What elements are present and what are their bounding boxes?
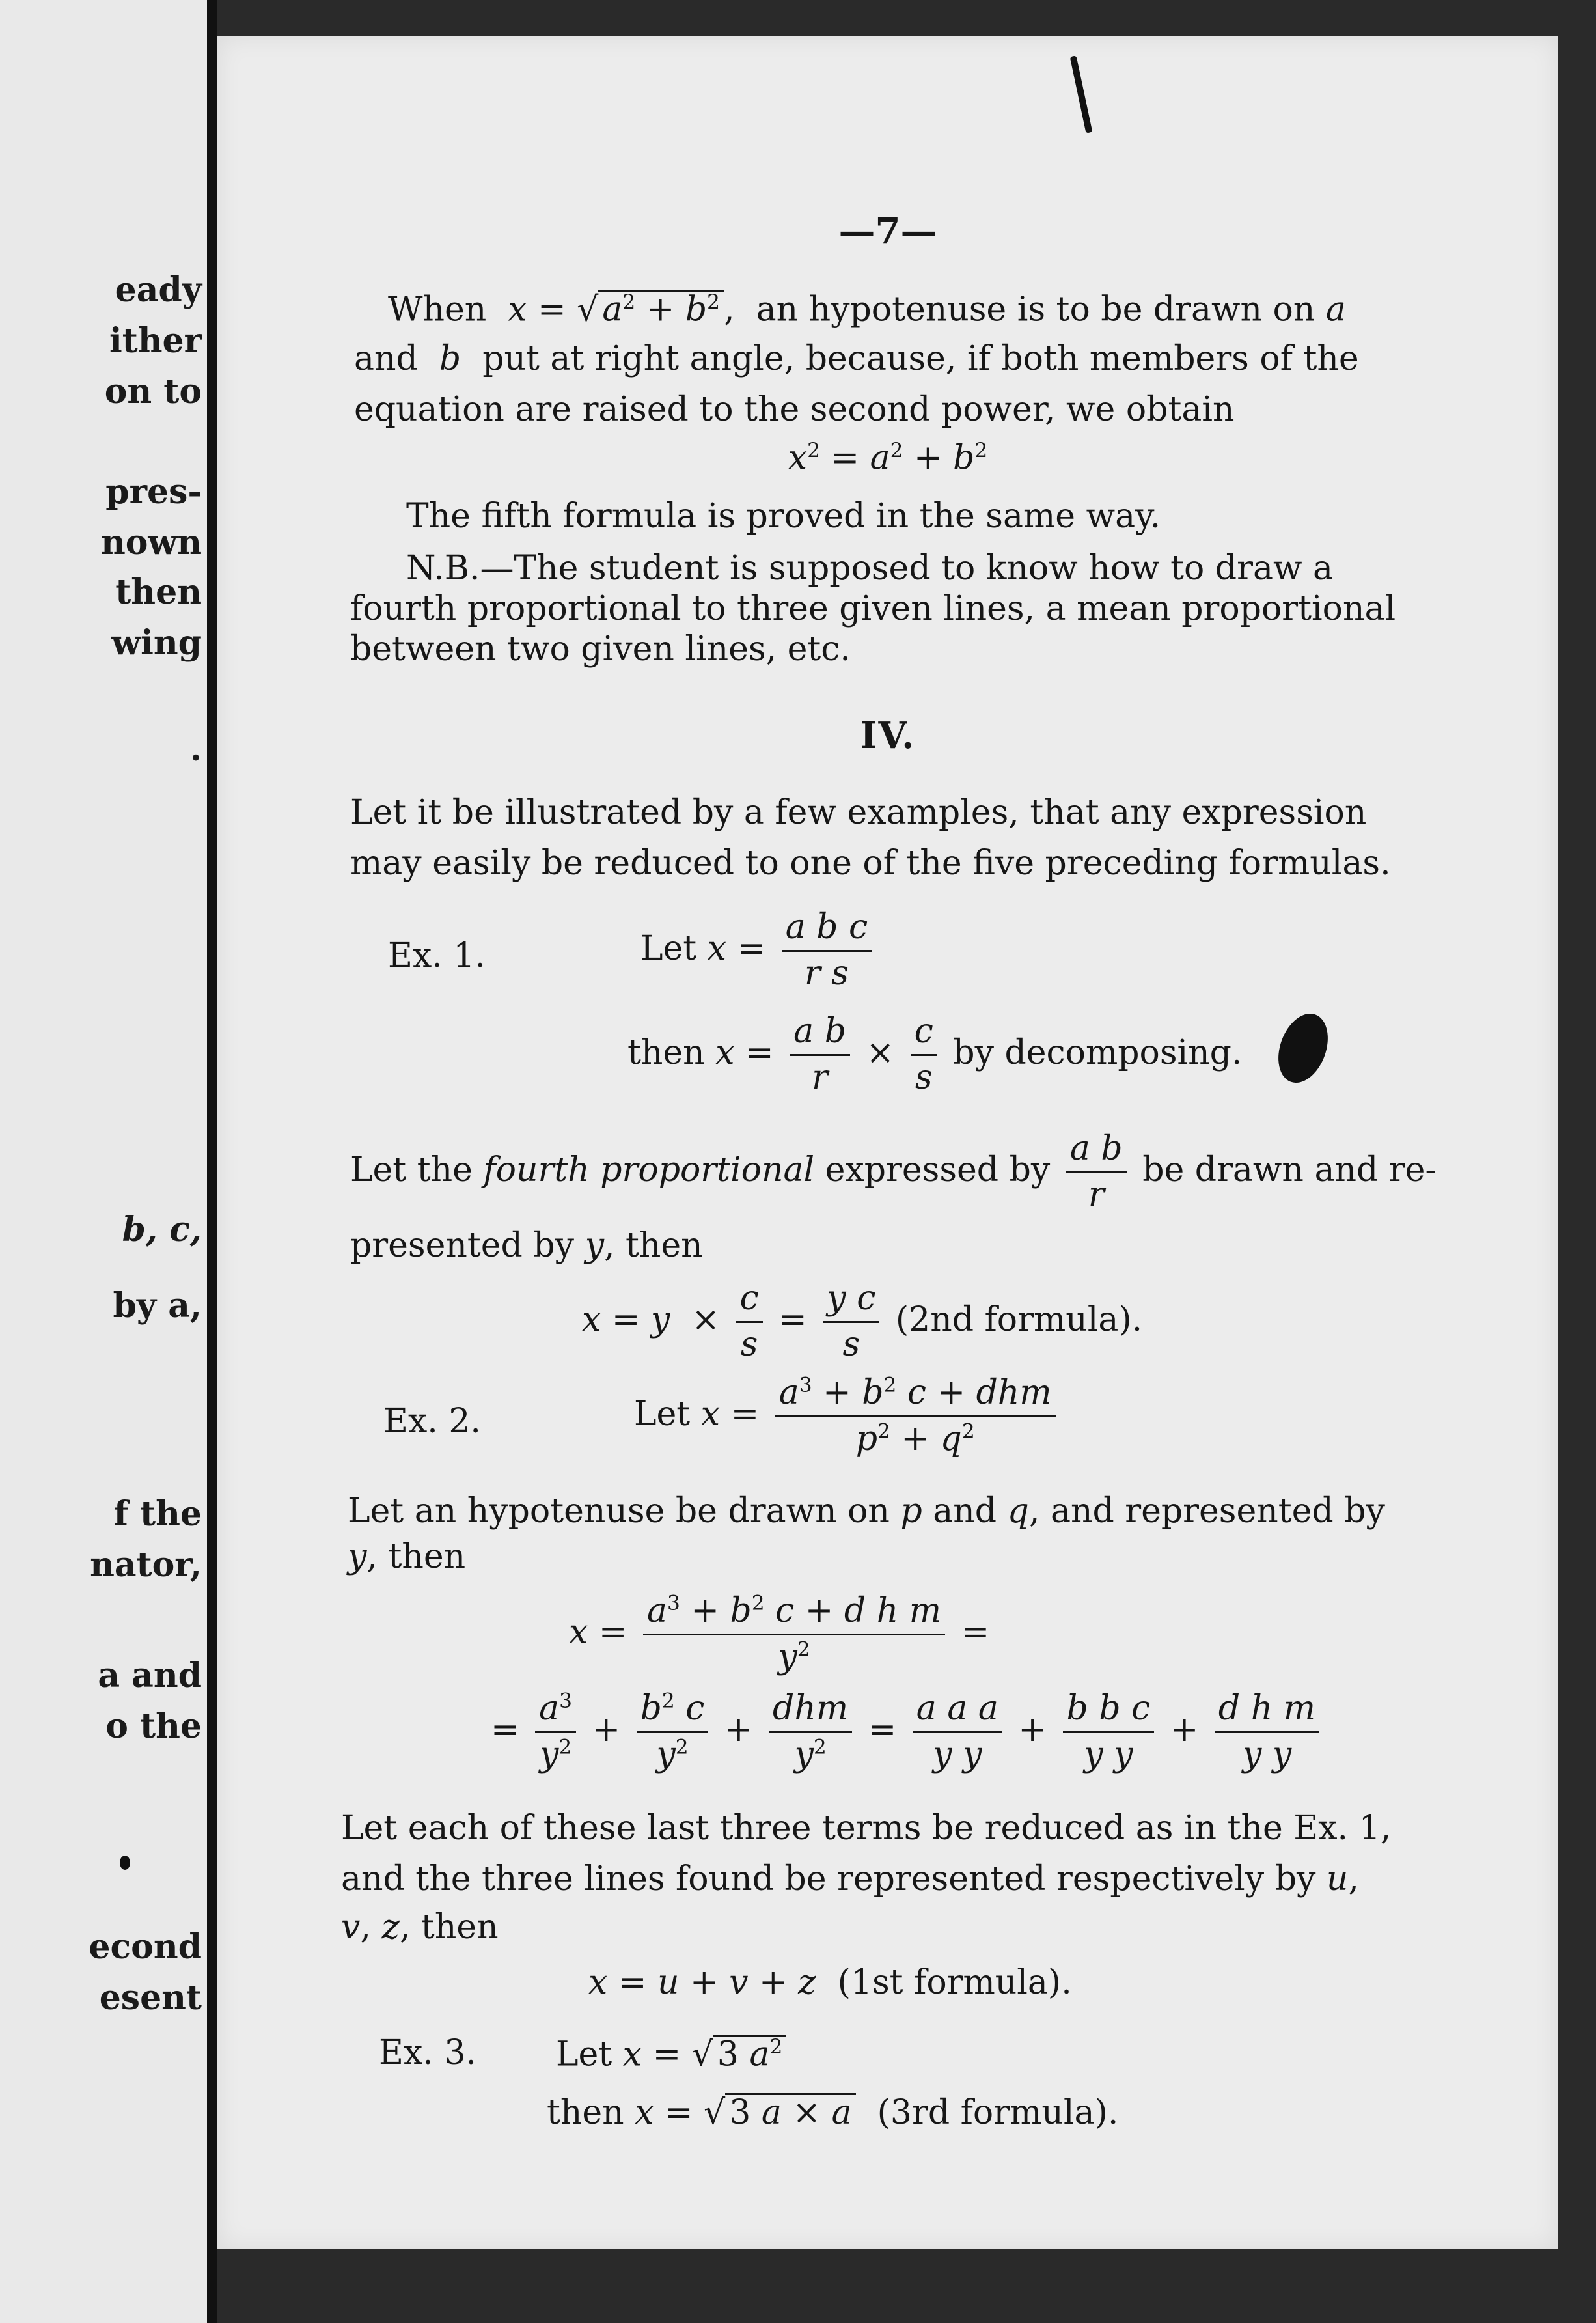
paragraph-line: v, z, then bbox=[341, 1908, 499, 1947]
text-run: fourth proportional bbox=[483, 1150, 815, 1189]
text-run: be drawn and re- bbox=[1142, 1150, 1437, 1189]
scan-speck-mark bbox=[120, 1856, 130, 1870]
text-run: Let bbox=[634, 1394, 691, 1434]
equation: $x^2 = a^2 + b^2$ bbox=[788, 438, 988, 478]
paragraph-line: and b put at right angle, because, if both members of the bbox=[354, 339, 1359, 378]
left-fragment-line: b, c, bbox=[122, 1210, 202, 1249]
page-number: —7— bbox=[838, 210, 937, 253]
text-run: , then bbox=[603, 1226, 703, 1265]
paragraph-line: Let the fourth proportional expressed by $\frac{\text{a b}}{r}$ be drawn and re- bbox=[350, 1129, 1437, 1214]
left-fragment-line: by a, bbox=[113, 1286, 202, 1326]
equation: Let x = $\frac{a^3 + b^2 c + dhm}{p^2 + q^2}$ bbox=[634, 1374, 1061, 1459]
left-fragment-line: wing bbox=[111, 623, 202, 663]
equation: x = $\frac{a^3 + b^2 c + d h m}{y^2}$ = bbox=[569, 1591, 990, 1676]
paragraph-line: y, then bbox=[348, 1537, 466, 1576]
text-run: Let the bbox=[350, 1150, 473, 1189]
paragraph-line: The fifth formula is proved in the same way. bbox=[406, 497, 1161, 536]
book-page bbox=[217, 36, 1558, 2249]
equation: then x = $\frac{\text{a b}}{r}$ × $\frac{c}{s}$ by decomposing. bbox=[627, 1012, 1243, 1097]
text-run: (3rd formula). bbox=[877, 2093, 1119, 2132]
left-fragment-line: econd bbox=[89, 1927, 202, 1967]
paragraph-line: and the three lines found be represented respectively by u, bbox=[341, 1859, 1359, 1899]
left-fragment-line: a and bbox=[98, 1656, 202, 1695]
text-run: and bbox=[933, 1492, 997, 1531]
left-fragment-line: o the bbox=[105, 1706, 202, 1746]
example-label: Ex. 3. bbox=[379, 2033, 476, 2072]
paragraph-line: equation are raised to the second power, we obtain bbox=[354, 390, 1235, 429]
left-fragment-line: nator, bbox=[90, 1545, 202, 1585]
text-run: Let bbox=[640, 928, 697, 968]
left-fragment-line: eady bbox=[115, 270, 202, 310]
left-fragment-line: pres- bbox=[105, 472, 202, 512]
equation: x = y × $\frac{c}{s}$ = $\frac{\text{y c}}{s}$ (2nd formula). bbox=[582, 1279, 1143, 1364]
text-run: , then bbox=[366, 1537, 466, 1576]
equation: = $\frac{a^3}{y^2}$ + $\frac{b^2 c}{y^2}$ + $\frac{\text{dhm}}{y^2}$ = $\frac{\text{a a a}}{\text{y y}}$ + $\frac{\text{b b c}}{\text{y y}}$ + $\frac{\text{d h m}}{\text{y y}}$ bbox=[491, 1690, 1325, 1775]
text-run: and the three lines found be represented respectively by bbox=[341, 1859, 1316, 1899]
text-run: When bbox=[388, 290, 487, 329]
text-run: , then bbox=[399, 1908, 499, 1947]
paragraph-line: between two given lines, etc. bbox=[350, 630, 851, 669]
left-fragment-line: on to bbox=[104, 372, 202, 411]
equation: x = u + v + z (1st formula). bbox=[588, 1963, 1072, 2002]
text-run: by decomposing. bbox=[953, 1033, 1243, 1072]
text-run: expressed by bbox=[825, 1150, 1051, 1189]
equation: Let x = $\frac{\text{a b c}}{\text{r s}}$ bbox=[640, 908, 877, 994]
text-run: an hypotenuse is to be drawn on bbox=[756, 290, 1315, 329]
text-run: Let bbox=[556, 2035, 612, 2074]
text-run: (1st formula). bbox=[837, 1963, 1072, 2002]
left-fragment-line: then bbox=[115, 572, 202, 612]
left-fragment-line: ither bbox=[109, 321, 202, 361]
pen-stroke-mark bbox=[1070, 55, 1093, 133]
paragraph-line: Let each of these last three terms be reduced as in the Ex. 1, bbox=[341, 1809, 1392, 1848]
paragraph-line: presented by y, then bbox=[350, 1226, 703, 1265]
paragraph-line: N.B.—The student is supposed to know how to draw a bbox=[406, 549, 1333, 588]
equation: Let x = √ 3 $a^2$ bbox=[556, 2035, 786, 2074]
paragraph-line: When x = √ $a^2 + b^2$ , an hypotenuse is to be drawn on a bbox=[388, 290, 1346, 329]
ink-blot-mark bbox=[1269, 1007, 1336, 1089]
text-run: presented by bbox=[350, 1226, 575, 1265]
paragraph-line: Let an hypotenuse be drawn on p and q, and represented by bbox=[348, 1492, 1385, 1531]
example-label: Ex. 2. bbox=[383, 1402, 481, 1441]
text-run: (2nd formula). bbox=[895, 1300, 1143, 1339]
text-run: , and represented by bbox=[1028, 1492, 1385, 1531]
left-page-fragment bbox=[0, 0, 207, 2323]
page-gutter bbox=[207, 0, 217, 2323]
paragraph-line: Let it be illustrated by a few examples, that any expression bbox=[350, 793, 1367, 832]
paragraph-line: may easily be reduced to one of the five preceding formulas. bbox=[350, 844, 1391, 883]
text-run: put at right angle, because, if both members of the bbox=[482, 339, 1359, 378]
equation: then x = √ 3 a × a (3rd formula). bbox=[547, 2093, 1119, 2132]
paragraph-line: fourth proportional to three given lines, a mean proportional bbox=[350, 589, 1396, 628]
text-run: then bbox=[627, 1033, 705, 1072]
left-fragment-line: esent bbox=[99, 1978, 202, 2018]
left-fragment-line: f the bbox=[113, 1494, 202, 1534]
left-fragment-line: . bbox=[189, 729, 202, 769]
section-heading: IV. bbox=[860, 714, 916, 757]
example-label: Ex. 1. bbox=[388, 936, 486, 975]
text-run: then bbox=[547, 2093, 624, 2132]
text-run: Let an hypotenuse be drawn on bbox=[348, 1492, 890, 1531]
text-run: and bbox=[354, 339, 418, 378]
left-fragment-line: nown bbox=[100, 523, 202, 563]
